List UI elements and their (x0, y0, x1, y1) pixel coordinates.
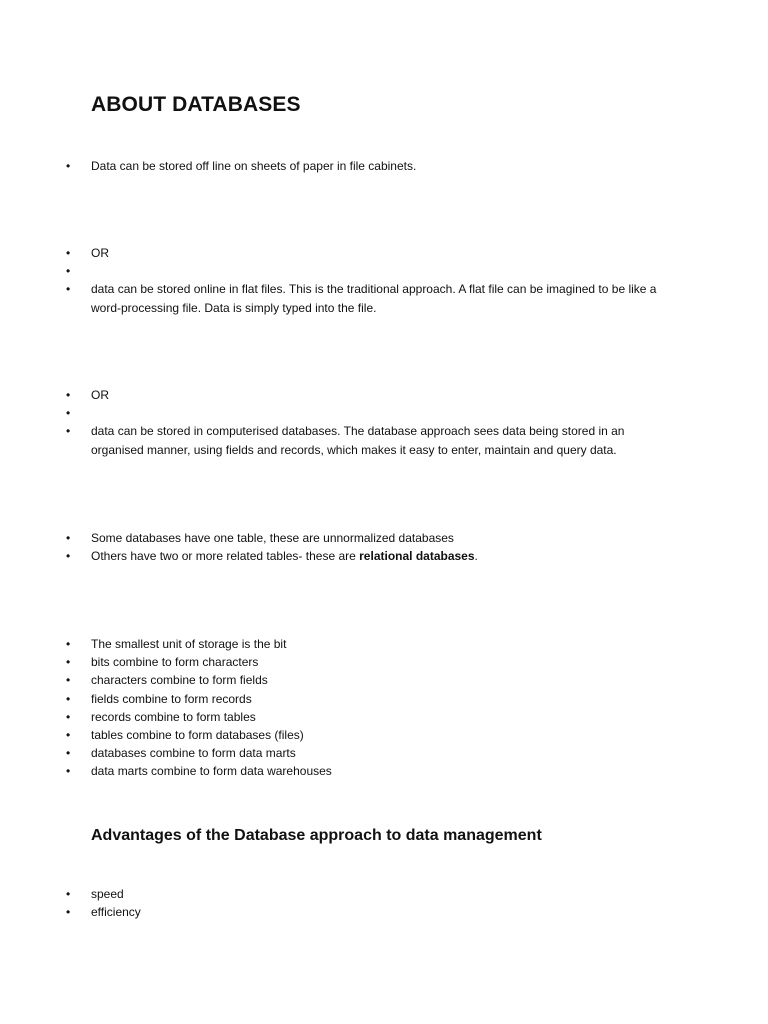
bullet-icon: • (66, 673, 71, 688)
storage-flat-files-list (0, 244, 768, 317)
list-item (0, 903, 768, 921)
list-item (0, 635, 768, 653)
advantages-list (0, 885, 768, 921)
list-item-text: fields combine to form records (91, 691, 252, 706)
list-item-text: characters combine to form fields (91, 673, 268, 688)
list-item (0, 529, 768, 547)
bullet-icon: • (66, 764, 71, 779)
list-item-text: Data can be stored off line on sheets of paper in file cabinets. (91, 159, 417, 173)
bullet-icon: • (66, 887, 71, 901)
database-types-list (0, 529, 768, 565)
page-title: ABOUT DATABASES (91, 93, 301, 116)
bullet-icon: • (66, 549, 71, 564)
list-item-text: Some databases have one table, these are unnormalized databases (91, 531, 454, 545)
list-item-text: speed (91, 887, 124, 901)
list-item (0, 726, 768, 744)
list-item (0, 386, 768, 404)
section-heading: Advantages of the Database approach to data management (91, 827, 542, 844)
list-item (0, 671, 768, 689)
list-item (0, 885, 768, 903)
list-item-text: databases combine to form data marts (91, 746, 296, 761)
list-item-text: The smallest unit of storage is the bit (91, 637, 287, 651)
bullet-icon: • (66, 246, 71, 260)
list-item-text: data marts combine to form data warehouses (91, 764, 332, 779)
list-item-text: Others have two or more related tables- these are (91, 549, 360, 564)
list-item (0, 280, 768, 316)
bullet-icon: • (66, 728, 71, 743)
bullet-icon: • (66, 637, 71, 651)
list-item-suffix: . (474, 549, 478, 564)
list-item-text: data can be stored in computerised databases. The database approach sees data being stored in an organised manner, using fields and records, which makes it easy to enter, maintain and query data. (91, 424, 625, 457)
list-item-text: OR (91, 388, 109, 402)
list-item-text: data can be stored online in flat files. This is the traditional approach. A flat file can be imagined to be like a word-processing file. Data is simply typed into the file. (91, 282, 657, 315)
bullet-icon: • (66, 746, 71, 761)
bullet-icon: • (66, 388, 71, 402)
list-item-text: OR (91, 246, 109, 260)
list-item (0, 404, 768, 422)
bullet-icon: • (66, 159, 71, 173)
list-item-text: tables combine to form databases (files) (91, 728, 304, 743)
storage-hierarchy-list (0, 635, 768, 781)
list-item (0, 262, 768, 280)
list-item-text: records combine to form tables (91, 709, 256, 724)
list-item-text: bits combine to form characters (91, 655, 259, 670)
list-item (0, 653, 768, 671)
list-item (0, 762, 768, 780)
bullet-icon: • (66, 264, 71, 279)
list-item (0, 422, 768, 458)
storage-paper-list (0, 157, 768, 175)
bullet-icon: • (66, 406, 71, 421)
bullet-icon: • (66, 709, 71, 724)
list-item (0, 708, 768, 726)
bullet-icon: • (66, 531, 71, 545)
bullet-icon: • (66, 424, 71, 439)
bullet-icon: • (66, 655, 71, 670)
bullet-icon: • (66, 282, 71, 297)
bullet-icon: • (66, 691, 71, 706)
relational-databases-term: relational databases (359, 549, 475, 564)
list-item (0, 244, 768, 262)
bullet-icon: • (66, 905, 71, 920)
list-item-text: efficiency (91, 905, 141, 920)
list-item (0, 744, 768, 762)
list-item (0, 157, 768, 175)
list-item (0, 690, 768, 708)
list-item (0, 547, 768, 565)
storage-databases-list (0, 386, 768, 459)
